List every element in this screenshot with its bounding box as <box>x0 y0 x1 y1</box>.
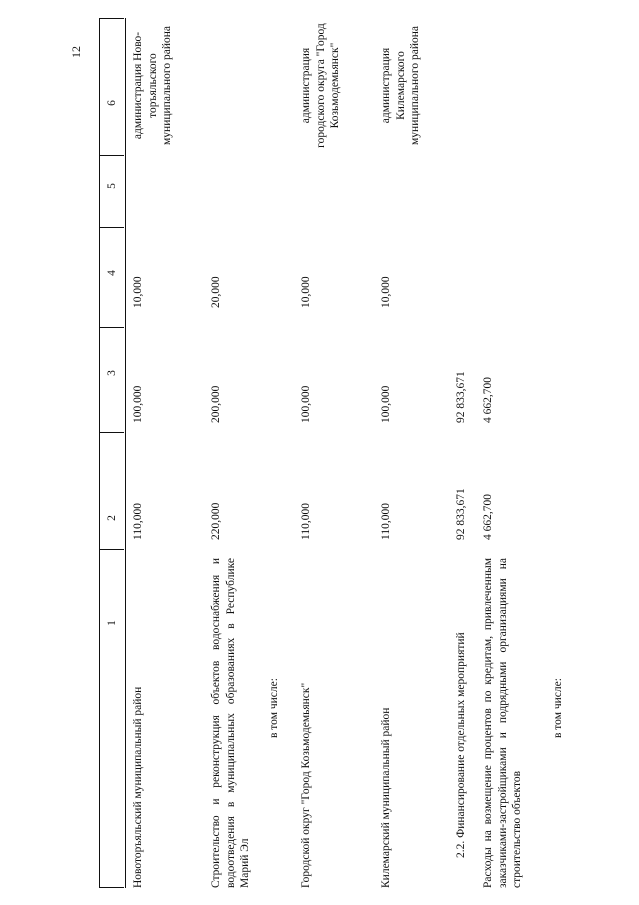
row-c6: администрация городского округа "Город Козьмодемьянск" <box>300 23 341 148</box>
sub-heading: в том числе: <box>552 678 564 738</box>
row-name: Килемарский муниципальный район <box>380 707 392 888</box>
row-name: Новоторъяльский муниципальный район <box>132 686 144 888</box>
header-col-5: 5 <box>106 183 118 189</box>
row-c3: 100,000 <box>132 385 144 423</box>
row-c4: 10,000 <box>132 276 144 308</box>
row-name: Строительство и реконструкция объектов водоснабжения и водоотведения в муниципальных образованиях в Республике Марий Эл <box>210 558 251 888</box>
divider <box>99 432 124 433</box>
divider <box>99 18 124 19</box>
section-heading: 2.2. Финансирование отдельных мероприятий <box>455 632 467 858</box>
sub-heading: в том числе: <box>268 678 280 738</box>
header-col-3: 3 <box>106 370 118 376</box>
header-col-1: 1 <box>106 620 118 626</box>
divider <box>99 227 124 228</box>
row-c2: 110,000 <box>300 503 312 540</box>
row-c3: 100,000 <box>380 385 392 423</box>
row-c4: 10,000 <box>380 276 392 308</box>
row-c4: 10,000 <box>300 276 312 308</box>
row-name: Городской округ "Город Козьмодемьянск" <box>300 682 312 888</box>
table-frame <box>89 18 589 888</box>
row-c2: 92 833,671 <box>455 488 467 540</box>
row-name: Расходы на возмещение процентов по кредитам, привлеченным заказчиками-застройщиками и подрядными организациями на строительство объектов <box>482 558 523 888</box>
page-number: 12 <box>69 46 83 58</box>
row-c6: администрация Килемарского муниципального района <box>380 26 421 145</box>
divider <box>99 887 124 888</box>
header-col-6: 6 <box>106 100 118 106</box>
row-c3: 100,000 <box>300 385 312 423</box>
row-c6: администрация Ново-торъяльского муниципального района <box>132 26 173 145</box>
table-header <box>99 18 126 888</box>
row-c3: 200,000 <box>210 385 222 423</box>
header-col-2: 2 <box>106 515 118 521</box>
row-c2: 110,000 <box>132 503 144 540</box>
row-c3: 92 833,671 <box>455 371 467 423</box>
divider <box>99 327 124 328</box>
row-c4: 20,000 <box>210 276 222 308</box>
header-col-4: 4 <box>106 270 118 276</box>
row-c2: 220,000 <box>210 502 222 540</box>
divider <box>99 549 124 550</box>
row-c2: 4 662,700 <box>482 494 494 540</box>
row-c3: 4 662,700 <box>482 377 494 423</box>
divider <box>99 155 124 156</box>
row-c2: 110,000 <box>380 503 392 540</box>
